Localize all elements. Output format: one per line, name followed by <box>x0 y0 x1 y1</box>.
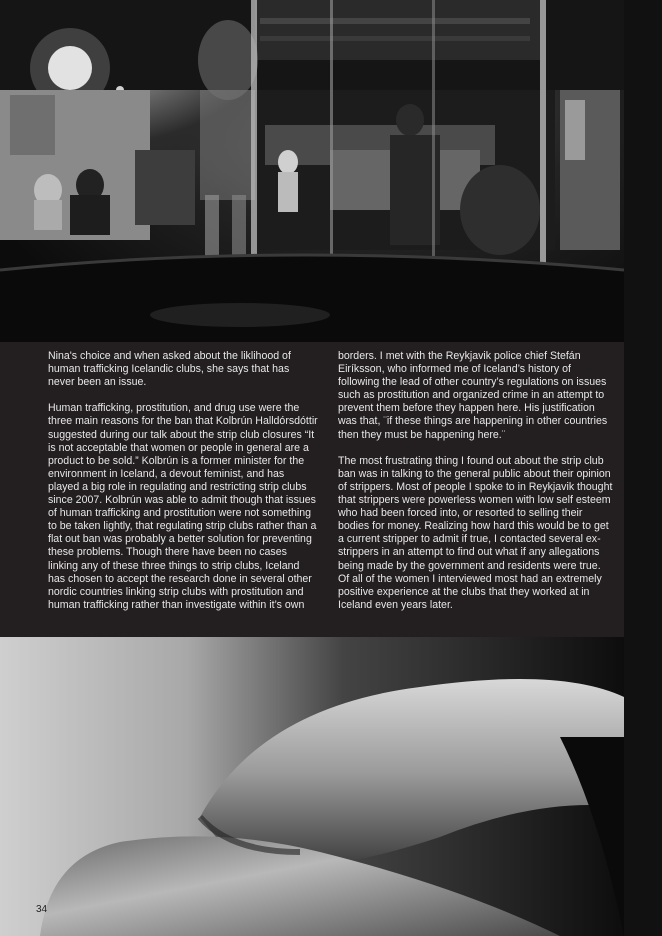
photo-legs-closeup <box>0 637 624 936</box>
photo-legs-closeup-graphic <box>0 637 624 936</box>
article-column-right <box>338 350 614 625</box>
article-column-left <box>48 350 318 625</box>
page-number: 34 <box>36 904 48 915</box>
article-paragraph: The most frustrating thing I found out about the strip club ban was in talking to the general public about their opinion of strippers. Most of people I spoke to in Reykjavik thought that strippers were powerless women with low self esteem who had been forced into, or resorted to selling their bodies for money. Realizing how hard this would be to get a current stripper to admit if true, I contacted several ex-strippers in an attempt to find out what if any allegations being made by the government and residents were true. Of all of the women I interviewed most had an extremely positive experience at the clubs that they worked at in Iceland even years later. <box>338 454 613 611</box>
article-paragraph: Nina's choice and when asked about the liklihood of human trafficking Icelandic clubs, she says that has never been an issue. <box>48 350 291 389</box>
photo-strip-club-interior <box>0 0 624 342</box>
article-paragraph: borders. I met with the Reykjavik police chief Stefán Eiríksson, who informed me of Iceland’s history of following the lead of other country’s regulations on issues such as prostitution and organized crime in an attempt to prevent them before they happen here. His justification was that, ¨if these things are happening in other countries then they must be happening here.¨ <box>338 350 608 441</box>
article-paragraph: Human trafficking, prostitution, and drug use were the three main reasons for the ban that Kolbrún Halldórsdóttir suggested during our talk about the strip club closures “It is not acceptable that women or people in general are a product to be sold.” Kolbrún is a former minister for the environment in Iceland, a devout feminist, and has played a big role in regulating and restricting strip clubs since 2007. Kolbrún was able to admit though that issues of human trafficking and prostitution were not something to be taken lightly, that regulating strip clubs rather than a flat out ban was probably a better solution for preventing these problems. Though there have been no cases linking any of these three things to strip clubs, Iceland has chosen to accept the research done in several other nordic countries linking strip clubs with prostitution and human trafficking rather than investigate within it’s own <box>48 402 318 611</box>
article-body <box>0 342 624 637</box>
photo-strip-club-interior-graphic <box>0 0 624 342</box>
page-edge-strip <box>624 0 662 936</box>
